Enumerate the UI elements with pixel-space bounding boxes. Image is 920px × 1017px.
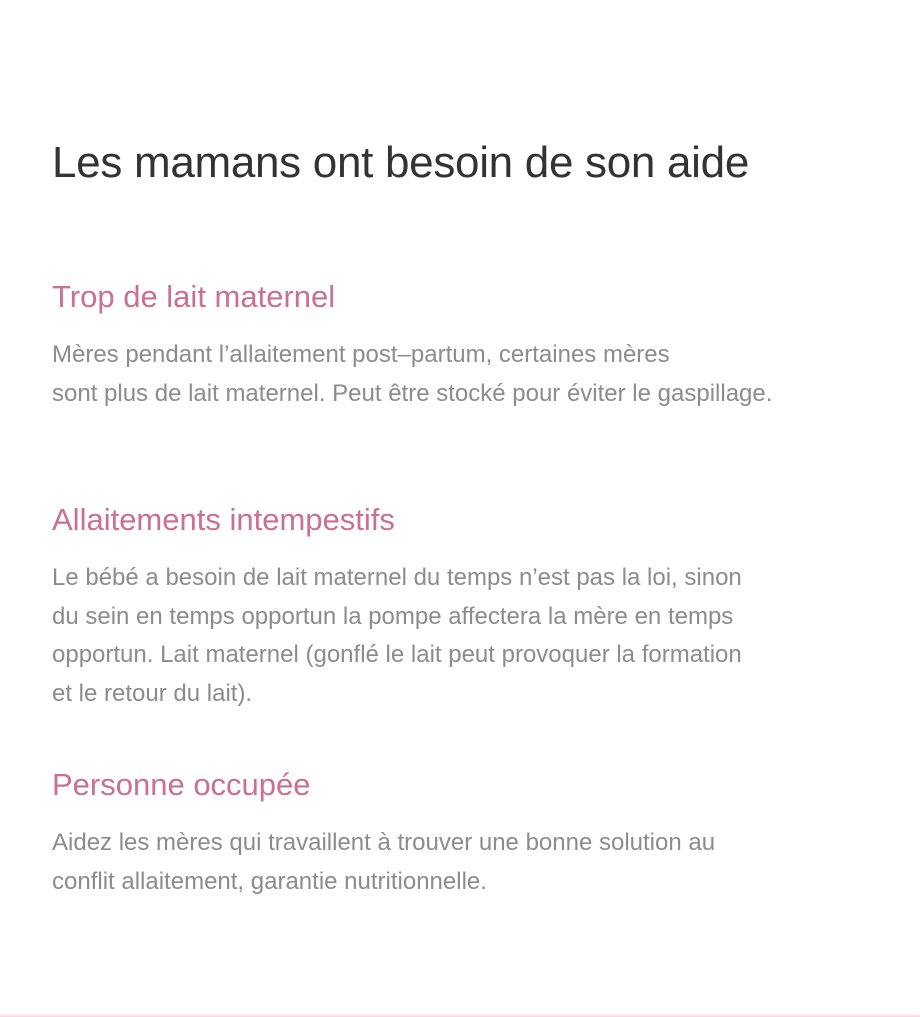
section-title: Personne occupée <box>52 767 311 802</box>
section-title: Trop de lait maternel <box>52 279 336 314</box>
body-line: opportun. Lait maternel (gonflé le lait peut provoquer la formation <box>52 641 742 668</box>
body-line: Aidez les mères qui travaillent à trouver une bonne solution au <box>52 829 716 856</box>
section-body <box>52 824 920 901</box>
body-line: Mères pendant l’allaitement post–partum, certaines mères <box>52 341 670 368</box>
body-line: et le retour du lait). <box>52 679 253 707</box>
page-title: Les mamans ont besoin de son aide <box>52 138 750 187</box>
body-line: du sein en temps opportun la pompe affectera la mère en temps <box>52 602 734 630</box>
section-body <box>52 336 920 413</box>
body-line: conflit allaitement, garantie nutritionnelle. <box>52 867 487 895</box>
section-personne-occupee <box>52 766 920 901</box>
section-body <box>52 559 920 713</box>
body-line: Le bébé a besoin de lait maternel du temps n’est pas la loi, sinon <box>52 564 742 591</box>
section-trop-de-lait <box>52 278 920 413</box>
body-line: sont plus de lait maternel. Peut être stocké pour éviter le gaspillage. <box>52 379 773 407</box>
section-allaitements-intempestifs <box>52 501 920 713</box>
bottom-divider <box>0 1013 920 1017</box>
section-title: Allaitements intempestifs <box>52 502 395 537</box>
